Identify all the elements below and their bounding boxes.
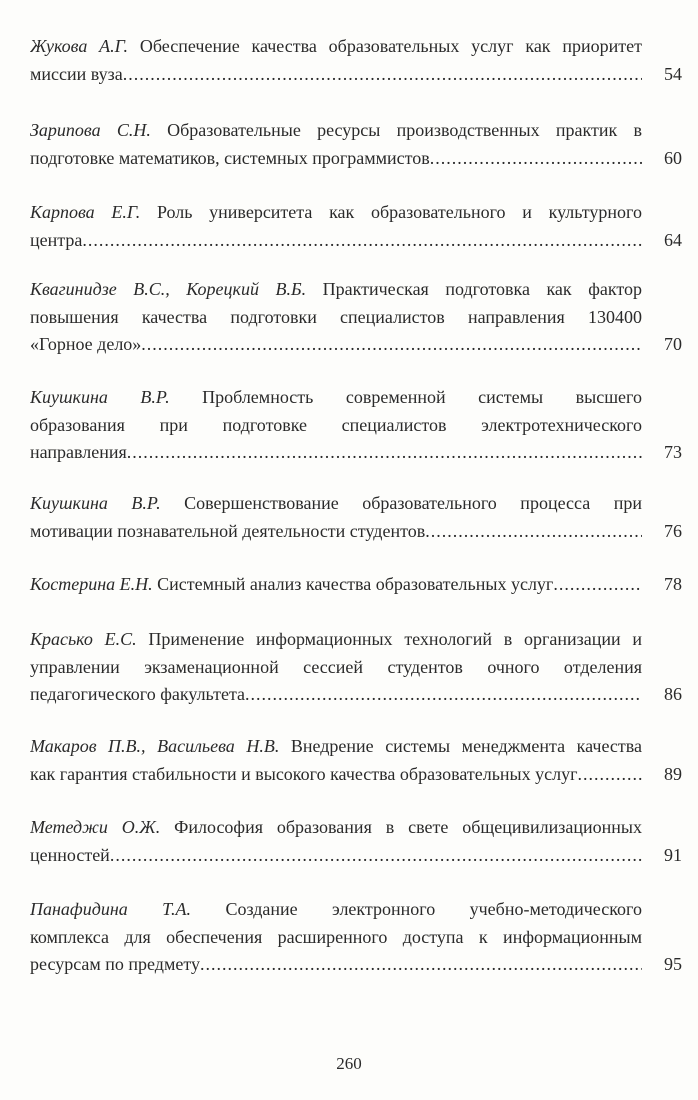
entry-title-end: педагогического факультета: [30, 684, 246, 704]
entry-title-start: Совершенствование образовательного процесса при: [160, 493, 642, 513]
entry-last-line: [30, 145, 682, 173]
entry-title-end: как гарантия стабильности и высокого качества образовательных услуг: [30, 763, 578, 784]
entry-title-start: Роль университета как образовательного и культурного: [140, 202, 642, 222]
entry-title-end: ресурсам по предмету: [30, 954, 200, 974]
toc-entry: [30, 384, 682, 467]
dot-leader: [200, 951, 642, 979]
toc-entry: [30, 571, 682, 599]
toc-entry: [30, 276, 682, 359]
entry-title-start: Практическая подготовка как фактор: [306, 279, 642, 299]
entry-author: Метеджи О.Ж.: [30, 817, 161, 837]
entry-first-line: [30, 896, 642, 924]
dot-leader: [577, 761, 642, 789]
entry-title-start: Обеспечение качества образовательных услуг как приоритет: [128, 36, 642, 56]
entry-title-line: повышения качества подготовки специалистов направления 130400: [30, 306, 642, 327]
entry-title-start: Создание электронного учебно-методического: [191, 899, 642, 919]
entry-title-start: Образовательные ресурсы производственных практик в: [150, 120, 642, 140]
entry-title-start: Внедрение системы менеджмента качества: [279, 736, 642, 756]
entry-author: Киушкина В.Р.: [30, 387, 170, 407]
entry-last-line: [30, 571, 682, 599]
entry-title-start: Философия образования в свете общецивилизационных: [160, 817, 642, 837]
entry-last-line: [30, 951, 682, 979]
dot-leader: [430, 145, 642, 173]
dot-leader: [110, 842, 642, 870]
entry-page-number: 64: [664, 229, 682, 250]
dot-leader: [141, 331, 642, 359]
toc-entry: [30, 814, 682, 869]
entry-title-end: подготовке математиков, системных программистов: [30, 147, 430, 168]
entry-title-start: Применение информационных технологий в организации и: [136, 629, 642, 649]
toc-entry: [30, 896, 682, 979]
entry-title-end: Системный анализ качества образовательных услуг: [152, 574, 554, 594]
toc-entry: [30, 33, 682, 88]
entry-last-line: [30, 842, 682, 870]
entry-title-start: Проблемность современной системы высшего: [169, 387, 642, 407]
entry-last-line: [30, 761, 682, 789]
dot-leader: [553, 571, 642, 599]
entry-author: Киушкина В.Р.: [30, 493, 161, 513]
entry-page-number: 95: [664, 954, 682, 974]
entry-title-end: ценностей: [30, 844, 110, 865]
entry-author: Квагинидзе В.С., Корецкий В.Б.: [30, 279, 307, 299]
entry-last-line: [30, 331, 682, 359]
entry-first-line: [30, 117, 642, 145]
entry-first-line: [30, 276, 642, 304]
entry-title-end: мотивации познавательной деятельности студентов: [30, 520, 426, 541]
entry-page-number: 78: [664, 574, 682, 594]
entry-page-number: 76: [664, 520, 682, 541]
entry-author: Панафидина Т.А.: [30, 899, 192, 919]
entry-last-line: [30, 518, 682, 546]
dot-leader: [123, 61, 642, 89]
entry-author: Макаров П.В., Васильева Н.В.: [30, 736, 280, 756]
entry-page-number: 89: [664, 763, 682, 784]
entry-first-line: [30, 733, 642, 761]
page-number: 260: [336, 1054, 362, 1073]
entry-first-line: [30, 199, 642, 227]
entry-title-line: управлении экзаменационной сессией студентов очного отделения: [30, 656, 642, 677]
dot-leader: [82, 227, 642, 255]
entry-last-line: [30, 439, 682, 467]
toc-entry: [30, 117, 682, 172]
entry-first-line: [30, 814, 642, 842]
entry-title-wrap: [30, 571, 553, 599]
dot-leader: [127, 439, 642, 467]
entry-last-line: [30, 681, 682, 709]
entry-first-line: [30, 490, 642, 518]
entry-first-line: [30, 626, 642, 654]
entry-first-line: [30, 33, 642, 61]
entry-title-end: направления: [30, 442, 127, 462]
entry-title-end: миссии вуза: [30, 63, 123, 84]
entry-page-number: 91: [664, 844, 682, 865]
entry-page-number: 73: [664, 442, 682, 462]
entry-author: Жукова А.Г.: [30, 36, 129, 56]
entry-first-line: [30, 384, 642, 412]
entry-title-end: «Горное дело»: [30, 334, 142, 354]
entry-author: Карпова Е.Г.: [30, 202, 141, 222]
dot-leader: [425, 518, 642, 546]
entry-author: Костерина Е.Н.: [30, 574, 153, 594]
entry-title-end: центра: [30, 229, 83, 250]
entry-last-line: [30, 227, 682, 255]
entry-last-line: [30, 61, 682, 89]
toc-entry: [30, 733, 682, 788]
toc-entry: [30, 199, 682, 254]
entry-author: Зарипова С.Н.: [30, 120, 151, 140]
entry-page-number: 54: [664, 63, 682, 84]
entry-title-line: комплекса для обеспечения расширенного доступа к информационным: [30, 926, 642, 947]
entry-page-number: 60: [664, 147, 682, 168]
entry-page-number: 70: [664, 334, 682, 354]
entry-title-line: образования при подготовке специалистов электротехнического: [30, 414, 642, 435]
entry-author: Красько Е.С.: [30, 629, 137, 649]
toc-entry: [30, 626, 682, 709]
toc-entry: [30, 490, 682, 545]
entry-page-number: 86: [664, 684, 682, 704]
dot-leader: [245, 681, 642, 709]
